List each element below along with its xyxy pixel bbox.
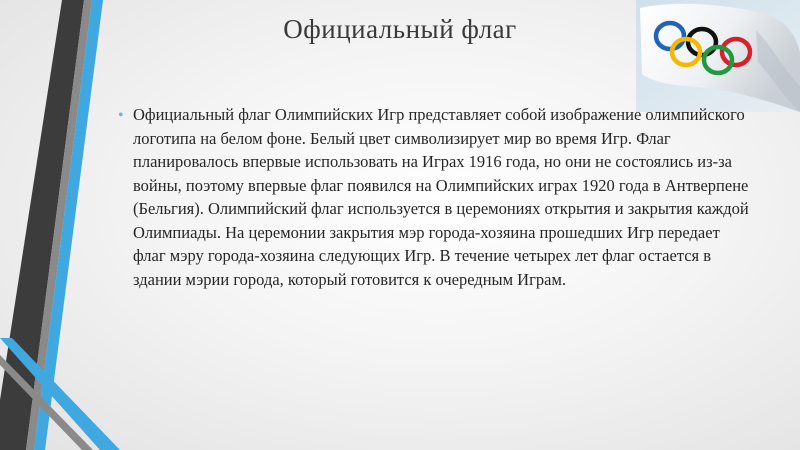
bullet-marker: • xyxy=(118,107,124,124)
bullet-paragraph: Официальный флаг Олимпийских Игр представляет собой изображение олимпийского логотипа на белом фоне. Белый цвет символизирует мир во время Игр. Флаг планировалось впервые использовать на Играх 1916 года, но они не состоялись из-за войны, поэтому впервые флаг появился на Олимпийских играх 1920 года в Антверпене (Бельгия). Олимпийский флаг используется в церемониях открытия и закрытия каждой Олимпиады. На церемонии закрытия мэр города-хозяина прошедших Игр передает флаг мэру города-хозяина следующих Игр. В течение четырех лет флаг остается в здании мэрии города, который готовится к очередным Играм. xyxy=(133,105,749,289)
slide-title: Официальный флаг xyxy=(283,14,517,44)
bullet-list xyxy=(118,103,750,291)
olympic-flag-photo-icon xyxy=(636,0,800,112)
